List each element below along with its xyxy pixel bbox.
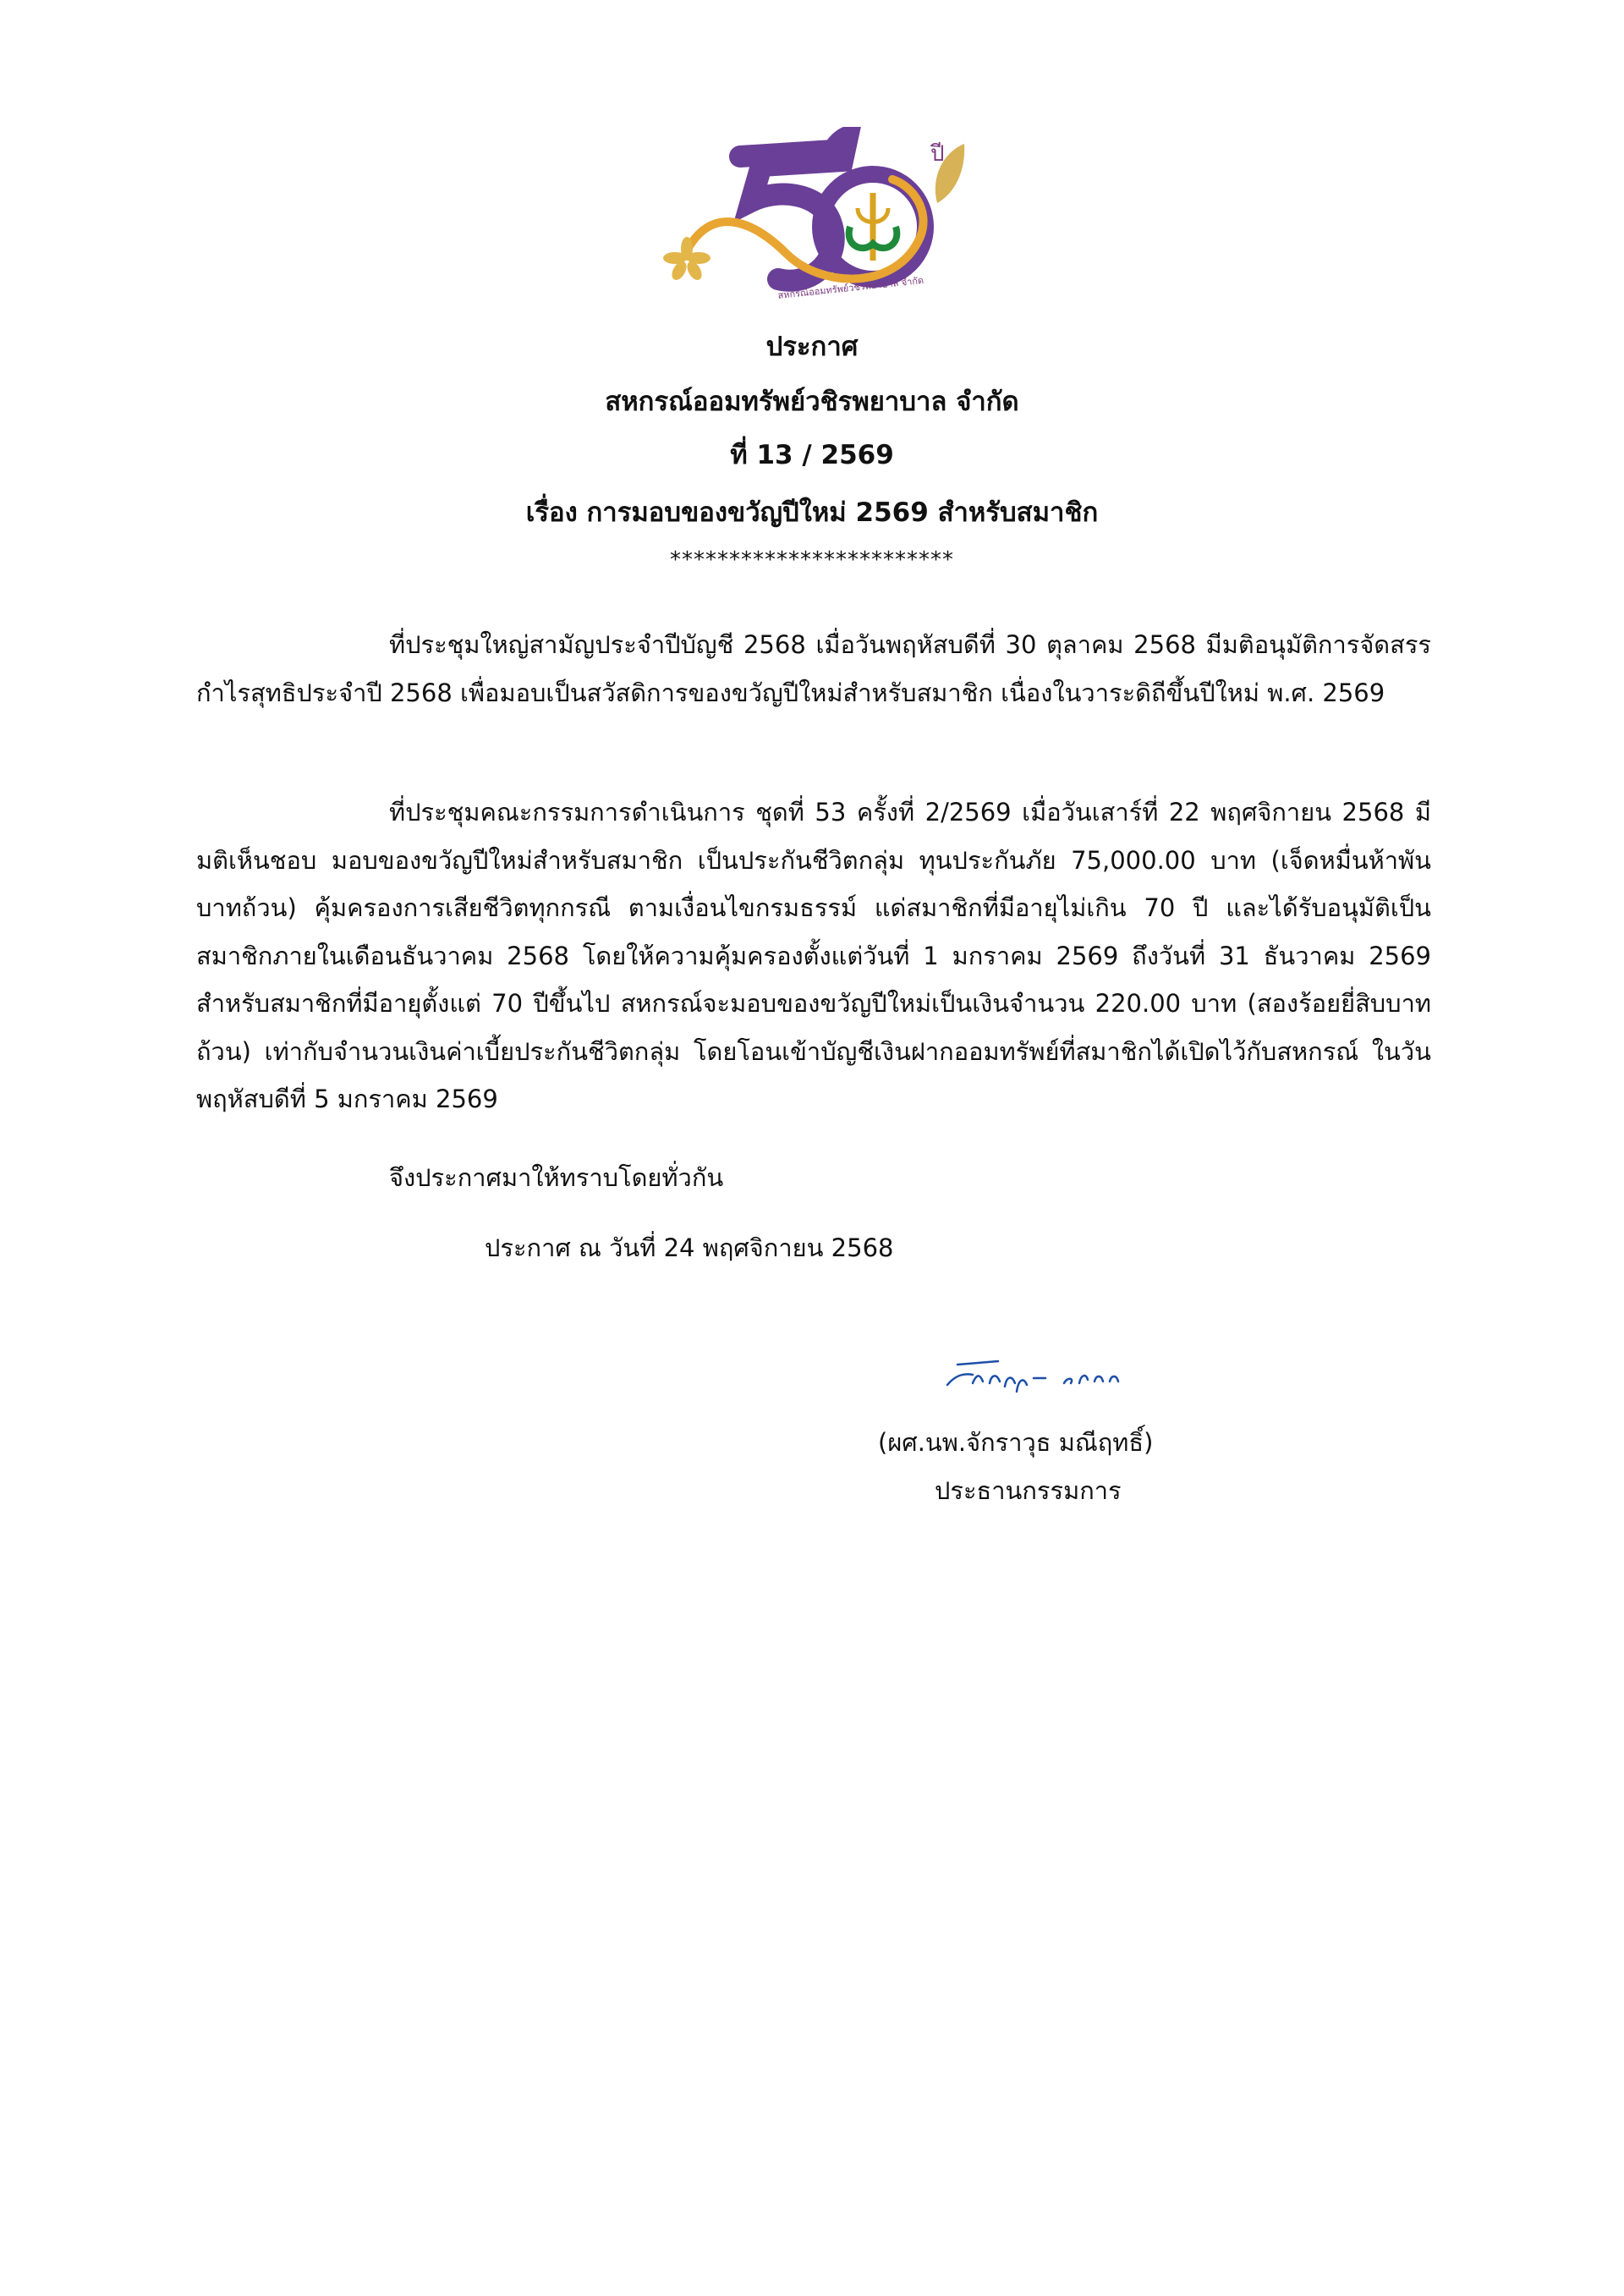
announcement-subject: เรื่อง การมอบของขวัญปีใหม่ 2569 สำหรับสมาชิก	[525, 497, 1099, 528]
body-paragraph-2	[196, 788, 1431, 1123]
cooperative-50th-anniversary-logo	[651, 127, 973, 305]
announcement-label: ประกาศ	[765, 332, 859, 362]
organization-name: สหกรณ์ออมทรัพย์วชิรพยาบาล จำกัด	[605, 387, 1019, 417]
signatory-name: (ผศ.นพ.จักราวุธ มณีฤทธิ์)	[878, 1428, 1154, 1457]
announcement-date: ประกาศ ณ วันที่ 24 พฤศจิกายน 2568	[485, 1233, 894, 1262]
signatory-position: ประธานกรรมการ	[935, 1476, 1122, 1505]
signature-icon	[939, 1349, 1159, 1400]
closing-statement: จึงประกาศมาให้ทราบโดยทั่วกัน	[389, 1163, 724, 1192]
announcement-number: ที่ 13 / 2569	[730, 440, 894, 470]
signature	[939, 1349, 1159, 1400]
paragraph-1-text: ที่ประชุมใหญ่สามัญประจำปีบัญชี 2568 เมื่อวันพฤหัสบดีที่ 30 ตุลาคม 2568 มีมติอนุมัติการจัดสรรกำไรสุทธิประจำปี 2568 เพื่อมอบเป็นสวัสดิการของขวัญปีใหม่สำหรับสมาชิก เนื่องในวาระดิถีขึ้นปีใหม่ พ.ศ. 2569	[196, 630, 1431, 707]
svg-text:ปี: ปี	[930, 141, 945, 167]
svg-text:สหกรณ์ออมทรัพย์วชิรพยาบาล จำกั: สหกรณ์ออมทรัพย์วชิรพยาบาล จำกัด	[776, 274, 924, 301]
header-divider: ************************	[670, 547, 954, 573]
logo-50-icon	[651, 127, 973, 305]
paragraph-2-text: ที่ประชุมคณะกรรมการดำเนินการ ชุดที่ 53 ครั้งที่ 2/2569 เมื่อวันเสาร์ที่ 22 พฤศจิกายน 2568 มีมติเห็นชอบ มอบของขวัญปีใหม่สำหรับสมาชิก เป็นประกันชีวิตกลุ่ม ทุนประกันภัย 75,000.00 บาท (เจ็ดหมื่นห้าพันบาทถ้วน) คุ้มครองการเสียชีวิตทุกกรณี ตามเงื่อนไขกรมธรรม์ แด่สมาชิกที่มีอายุไม่เกิน 70 ปี และได้รับอนุมัติเป็นสมาชิกภายในเดือนธันวาคม 2568 โดยให้ความคุ้มครองตั้งแต่วันที่ 1 มกราคม 2569 ถึงวันที่ 31 ธันวาคม 2569 สำหรับสมาชิกที่มีอายุตั้งแต่ 70 ปีขึ้นไป สหกรณ์จะมอบของขวัญปีใหม่เป็นเงินจำนวน 220.00 บาท (สองร้อยยี่สิบบาทถ้วน) เท่ากับจำนวนเงินค่าเบี้ยประกันชีวิตกลุ่ม โดยโอนเข้าบัญชีเงินฝากออมทรัพย์ที่สมาชิกได้เปิดไว้กับสหกรณ์ ในวันพฤหัสบดีที่ 5 มกราคม 2569	[196, 798, 1431, 1113]
body-paragraph-1	[196, 621, 1431, 717]
